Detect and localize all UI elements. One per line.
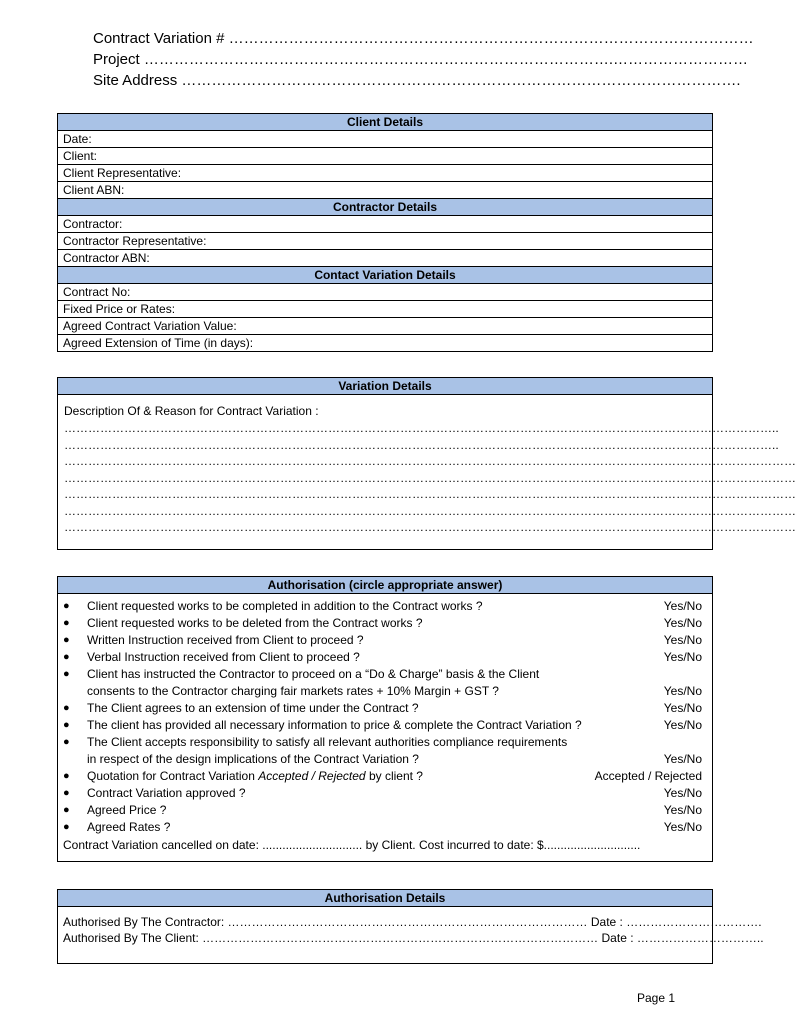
client-row: Client: [58, 148, 712, 165]
contractor-abn-row: Contractor ABN: [58, 250, 712, 267]
bullet-icon: ● [63, 668, 70, 680]
question-text: Contract Variation approved ? [87, 786, 246, 800]
document-header [93, 28, 754, 91]
question-text: Verbal Instruction received from Client to proceed ? [87, 650, 360, 664]
question-text [87, 734, 642, 768]
yes-no-answer[interactable]: Yes/No [663, 650, 702, 664]
list-item [63, 649, 704, 666]
dot-line: ………………………………………………………………………………………………………………………………………………………………… [64, 470, 796, 485]
dot-line: ………………………………………………………………………………………………………………………………………………………………… [64, 487, 796, 501]
question-text: Agreed Price ? [87, 803, 167, 817]
contact-variation-details-heading: Contact Variation Details [58, 267, 712, 284]
question-line-2: in respect of the design implications of the Contract Variation ? [87, 752, 419, 766]
yes-no-answer[interactable]: Yes/No [663, 599, 702, 613]
question-text: Agreed Rates ? [87, 820, 171, 834]
yes-no-answer[interactable]: Yes/No [663, 803, 702, 817]
accepted-rejected-answer[interactable]: Accepted / Rejected [594, 769, 702, 783]
authorisation-list [58, 594, 712, 854]
list-item [63, 598, 704, 615]
question-line-2: consents to the Contractor charging fair markets rates + 10% Margin + GST ? [87, 684, 499, 698]
variation-details-section [57, 377, 796, 550]
bullet-icon: ● [63, 787, 70, 799]
details-table [57, 113, 713, 352]
bullet-icon: ● [63, 821, 70, 833]
yes-no-answer[interactable]: Yes/No [663, 633, 702, 647]
contract-no-row: Contract No: [58, 284, 712, 301]
question-text: Written Instruction received from Client to proceed ? [87, 633, 364, 647]
list-item [63, 615, 704, 632]
bullet-icon: ● [63, 770, 70, 782]
description-label: Description Of & Reason for Contract Variation : [64, 404, 319, 418]
client-date-row: Date: [58, 131, 712, 148]
question-text-italic: Accepted / Rejected [258, 769, 366, 783]
list-item [63, 768, 704, 785]
dot-line: …………………………………………………………………………………………………………………………………………………………….. [64, 421, 779, 435]
variation-value-row: Agreed Contract Variation Value: [58, 318, 712, 335]
question-text-post: by client ? [365, 769, 423, 783]
yes-no-answer[interactable]: Yes/No [663, 752, 702, 766]
question-text: Client requested works to be completed in addition to the Contract works ? [87, 599, 483, 613]
question-text-pre: Quotation for Contract Variation [87, 769, 259, 783]
extension-of-time-row: Agreed Extension of Time (in days): [63, 336, 254, 350]
list-item [63, 734, 704, 768]
site-address-line: Site Address …………………………………………………………………………………………………. [93, 72, 741, 89]
client-signature-line: Authorised By The Client: ……………………………………………………………………………………… Date : ………………………….. [63, 931, 764, 945]
question-text [87, 768, 595, 785]
bullet-icon: ● [63, 651, 70, 663]
yes-no-answer[interactable]: Yes/No [663, 701, 702, 715]
list-item [63, 666, 704, 700]
authorisation-details-section [57, 889, 764, 964]
authorisation-details-heading: Authorisation Details [58, 890, 712, 907]
list-item [63, 700, 704, 717]
client-representative-row: Client Representative: [58, 165, 712, 182]
project-line: Project ………………………………………………………………………………….……………………… [93, 51, 749, 68]
contractor-details-heading: Contractor Details [58, 199, 712, 216]
yes-no-answer[interactable]: Yes/No [663, 616, 702, 630]
authorisation-heading: Authorisation (circle appropriate answer) [58, 577, 712, 594]
bullet-icon: ● [63, 600, 70, 612]
bullet-icon: ● [63, 804, 70, 816]
list-item [63, 785, 704, 802]
contractor-signature-line: Authorised By The Contractor: ……………………………………………………………………………… Date : ……………………………. [63, 915, 762, 929]
question-line-1: Client has instructed the Contractor to proceed on a “Do & Charge” basis & the Client [87, 667, 540, 681]
bullet-icon: ● [63, 617, 70, 629]
list-item [63, 819, 704, 836]
contract-variation-number: Contract Variation # …………………………………………………………………………………………… [93, 30, 754, 47]
fixed-price-row: Fixed Price or Rates: [58, 301, 712, 318]
bullet-icon: ● [63, 719, 70, 731]
contractor-representative-row: Contractor Representative: [58, 233, 712, 250]
authorisation-section [57, 576, 713, 862]
dot-line: ………………………………………………………………………………………………………………………………………………………………… [64, 503, 796, 518]
bullet-icon: ● [63, 634, 70, 646]
yes-no-answer[interactable]: Yes/No [663, 786, 702, 800]
dot-line: …………………………………………………………………………………………………………………………………………………………….. [64, 437, 779, 452]
question-text: Client requested works to be deleted from the Contract works ? [87, 616, 423, 630]
bullet-icon: ● [63, 736, 70, 748]
yes-no-answer[interactable]: Yes/No [663, 820, 702, 834]
client-abn-row: Client ABN: [58, 182, 712, 199]
list-item [63, 802, 704, 819]
list-item [63, 717, 704, 734]
dot-line: ………………………………………………………………………………………………………………………………………………………………… [64, 454, 796, 468]
dot-line: ………………………………………………………………………………………………………………………………………………………………… [64, 520, 796, 534]
list-item [63, 632, 704, 649]
question-text: The client has provided all necessary information to price & complete the Contract Variation ? [87, 718, 582, 732]
client-details-heading: Client Details [58, 114, 712, 131]
page-number: Page 1 [637, 991, 676, 1005]
question-line-1: The Client accepts responsibility to satisfy all relevant authorities compliance requirements [87, 735, 568, 749]
yes-no-answer[interactable]: Yes/No [663, 718, 702, 732]
variation-details-heading: Variation Details [58, 378, 712, 395]
question-text [87, 666, 642, 700]
yes-no-answer[interactable]: Yes/No [663, 684, 702, 698]
contractor-row: Contractor: [58, 216, 712, 233]
question-text: The Client agrees to an extension of time under the Contract ? [87, 701, 419, 715]
bullet-icon: ● [63, 702, 70, 714]
cancellation-line: Contract Variation cancelled on date: .............................. by Client. Cost incurred to date: $............................. [63, 838, 641, 852]
